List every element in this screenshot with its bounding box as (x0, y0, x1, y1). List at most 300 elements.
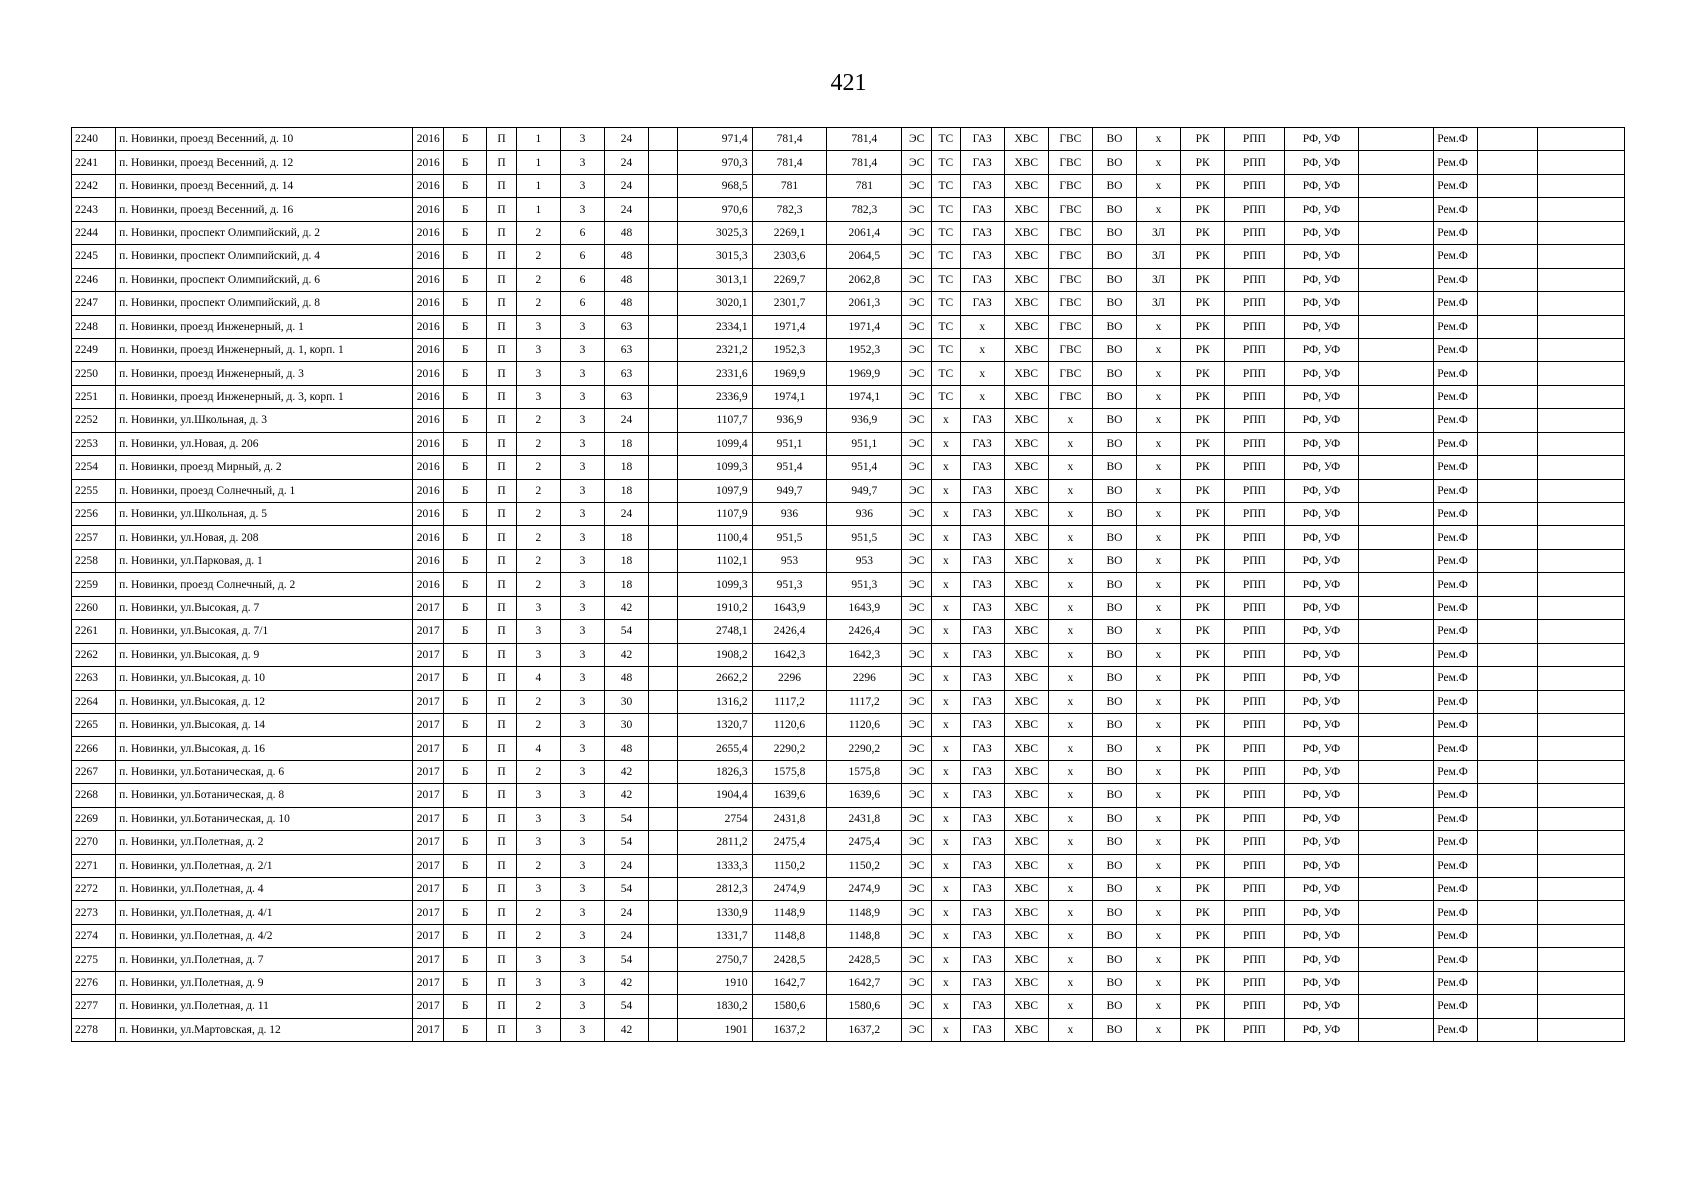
cell-address: п. Новинки, проспект Олимпийский, д. 8 (116, 292, 413, 315)
table-row (72, 713, 1625, 736)
cell-hot-water: ГВС (1048, 268, 1092, 291)
cell-blank-2 (1359, 292, 1434, 315)
table-row (72, 807, 1625, 830)
cell-row-number: 2249 (72, 338, 116, 361)
cell-sewage: ВО (1092, 479, 1136, 502)
cell-blank-2 (1359, 784, 1434, 807)
cell-total-area: 1320,7 (677, 713, 752, 736)
cell-entrances: 2 (516, 268, 560, 291)
cell-blank-4 (1537, 878, 1624, 901)
cell-year: 2017 (413, 807, 444, 830)
cell-residential-area: 2296 (827, 667, 902, 690)
cell-address: п. Новинки, проезд Солнечный, д. 1 (116, 479, 413, 502)
cell-blank-3 (1478, 432, 1537, 455)
cell-gas: ГАЗ (960, 620, 1004, 643)
cell-blank-1 (649, 1018, 678, 1041)
cell-wall-material: Б (444, 409, 487, 432)
cell-living-area: 1637,2 (752, 1018, 827, 1041)
cell-blank-4 (1537, 526, 1624, 549)
cell-cold-water: ХВС (1004, 174, 1048, 197)
cell-type: П (487, 784, 517, 807)
cell-hot-water: х (1048, 901, 1092, 924)
cell-apartments: 48 (605, 221, 649, 244)
cell-sewage: ВО (1092, 878, 1136, 901)
cell-apartments: 54 (605, 948, 649, 971)
cell-facade: РФ, УФ (1284, 268, 1359, 291)
cell-address: п. Новинки, ул.Полетная, д. 4/1 (116, 901, 413, 924)
table-row (72, 901, 1625, 924)
cell-apartments: 54 (605, 878, 649, 901)
cell-year: 2017 (413, 596, 444, 619)
cell-row-number: 2257 (72, 526, 116, 549)
cell-total-area: 2331,6 (677, 362, 752, 385)
cell-power: ЭС (902, 479, 932, 502)
cell-total-area: 1100,4 (677, 526, 752, 549)
cell-entrances: 1 (516, 198, 560, 221)
cell-residential-area: 1639,6 (827, 784, 902, 807)
cell-blank-1 (649, 737, 678, 760)
cell-blank-2 (1359, 924, 1434, 947)
cell-sewage: ВО (1092, 667, 1136, 690)
cell-wall-material: Б (444, 174, 487, 197)
cell-living-area: 1117,2 (752, 690, 827, 713)
table-row (72, 221, 1625, 244)
cell-blank-4 (1537, 854, 1624, 877)
cell-type: П (487, 667, 517, 690)
cell-basement: РПП (1225, 971, 1284, 994)
cell-chute: х (1136, 948, 1180, 971)
cell-blank-3 (1478, 713, 1537, 736)
cell-roof: РК (1181, 432, 1225, 455)
cell-sewage: ВО (1092, 690, 1136, 713)
cell-type: П (487, 901, 517, 924)
cell-total-area: 2754 (677, 807, 752, 830)
cell-heating: ТС (931, 385, 960, 408)
cell-entrances: 2 (516, 690, 560, 713)
cell-sewage: ВО (1092, 268, 1136, 291)
cell-heating: ТС (931, 221, 960, 244)
registry-table-body (72, 128, 1625, 1042)
cell-basement: РПП (1225, 456, 1284, 479)
cell-type: П (487, 549, 517, 572)
cell-living-area: 1575,8 (752, 760, 827, 783)
cell-address: п. Новинки, ул.Полетная, д. 11 (116, 995, 413, 1018)
cell-fund: Рем.Ф (1434, 737, 1478, 760)
cell-row-number: 2273 (72, 901, 116, 924)
cell-facade: РФ, УФ (1284, 1018, 1359, 1041)
cell-type: П (487, 924, 517, 947)
cell-year: 2017 (413, 713, 444, 736)
cell-power: ЭС (902, 549, 932, 572)
cell-row-number: 2245 (72, 245, 116, 268)
cell-heating: ТС (931, 174, 960, 197)
cell-heating: х (931, 901, 960, 924)
cell-blank-1 (649, 995, 678, 1018)
cell-sewage: ВО (1092, 784, 1136, 807)
cell-apartments: 48 (605, 268, 649, 291)
cell-residential-area: 1148,8 (827, 924, 902, 947)
cell-floors: 3 (560, 432, 604, 455)
cell-floors: 6 (560, 268, 604, 291)
cell-year: 2016 (413, 245, 444, 268)
cell-hot-water: ГВС (1048, 315, 1092, 338)
cell-wall-material: Б (444, 573, 487, 596)
cell-hot-water: ГВС (1048, 174, 1092, 197)
cell-chute: х (1136, 737, 1180, 760)
cell-blank-4 (1537, 362, 1624, 385)
cell-blank-4 (1537, 268, 1624, 291)
cell-cold-water: ХВС (1004, 713, 1048, 736)
cell-address: п. Новинки, ул.Полетная, д. 7 (116, 948, 413, 971)
cell-total-area: 1099,3 (677, 573, 752, 596)
table-row (72, 409, 1625, 432)
cell-blank-1 (649, 573, 678, 596)
cell-address: п. Новинки, ул.Полетная, д. 2/1 (116, 854, 413, 877)
cell-facade: РФ, УФ (1284, 432, 1359, 455)
cell-floors: 3 (560, 667, 604, 690)
cell-roof: РК (1181, 479, 1225, 502)
cell-roof: РК (1181, 456, 1225, 479)
cell-entrances: 1 (516, 151, 560, 174)
cell-blank-3 (1478, 174, 1537, 197)
cell-chute: х (1136, 432, 1180, 455)
cell-residential-area: 781,4 (827, 151, 902, 174)
cell-sewage: ВО (1092, 713, 1136, 736)
cell-power: ЭС (902, 385, 932, 408)
cell-type: П (487, 338, 517, 361)
cell-blank-1 (649, 151, 678, 174)
cell-heating: х (931, 573, 960, 596)
cell-year: 2016 (413, 456, 444, 479)
cell-hot-water: х (1048, 573, 1092, 596)
cell-wall-material: Б (444, 690, 487, 713)
cell-hot-water: х (1048, 643, 1092, 666)
cell-fund: Рем.Ф (1434, 128, 1478, 151)
cell-cold-water: ХВС (1004, 948, 1048, 971)
cell-floors: 3 (560, 784, 604, 807)
cell-facade: РФ, УФ (1284, 549, 1359, 572)
cell-heating: ТС (931, 128, 960, 151)
table-row (72, 151, 1625, 174)
cell-residential-area: 1971,4 (827, 315, 902, 338)
cell-entrances: 3 (516, 643, 560, 666)
cell-fund: Рем.Ф (1434, 362, 1478, 385)
cell-chute: х (1136, 760, 1180, 783)
cell-blank-3 (1478, 409, 1537, 432)
cell-type: П (487, 292, 517, 315)
cell-type: П (487, 315, 517, 338)
cell-year: 2016 (413, 151, 444, 174)
cell-year: 2017 (413, 878, 444, 901)
cell-facade: РФ, УФ (1284, 737, 1359, 760)
cell-blank-3 (1478, 924, 1537, 947)
cell-type: П (487, 760, 517, 783)
cell-blank-3 (1478, 549, 1537, 572)
cell-row-number: 2264 (72, 690, 116, 713)
cell-wall-material: Б (444, 596, 487, 619)
cell-wall-material: Б (444, 128, 487, 151)
cell-cold-water: ХВС (1004, 268, 1048, 291)
cell-blank-4 (1537, 292, 1624, 315)
cell-power: ЭС (902, 995, 932, 1018)
cell-heating: х (931, 760, 960, 783)
cell-row-number: 2258 (72, 549, 116, 572)
cell-gas: ГАЗ (960, 737, 1004, 760)
cell-basement: РПП (1225, 901, 1284, 924)
cell-hot-water: х (1048, 807, 1092, 830)
cell-address: п. Новинки, ул.Высокая, д. 9 (116, 643, 413, 666)
cell-row-number: 2271 (72, 854, 116, 877)
cell-blank-1 (649, 854, 678, 877)
cell-power: ЭС (902, 737, 932, 760)
cell-year: 2017 (413, 924, 444, 947)
cell-address: п. Новинки, проезд Солнечный, д. 2 (116, 573, 413, 596)
cell-roof: РК (1181, 924, 1225, 947)
cell-residential-area: 781,4 (827, 128, 902, 151)
cell-address: п. Новинки, проспект Олимпийский, д. 6 (116, 268, 413, 291)
cell-heating: х (931, 503, 960, 526)
cell-address: п. Новинки, проезд Весенний, д. 16 (116, 198, 413, 221)
cell-total-area: 2336,9 (677, 385, 752, 408)
cell-floors: 3 (560, 174, 604, 197)
cell-blank-3 (1478, 878, 1537, 901)
cell-chute: х (1136, 128, 1180, 151)
cell-basement: РПП (1225, 198, 1284, 221)
cell-year: 2016 (413, 409, 444, 432)
cell-year: 2016 (413, 315, 444, 338)
cell-roof: РК (1181, 596, 1225, 619)
cell-blank-1 (649, 620, 678, 643)
cell-blank-3 (1478, 971, 1537, 994)
cell-power: ЭС (902, 128, 932, 151)
cell-entrances: 2 (516, 573, 560, 596)
cell-gas: ГАЗ (960, 901, 1004, 924)
cell-roof: РК (1181, 971, 1225, 994)
cell-cold-water: ХВС (1004, 526, 1048, 549)
cell-year: 2017 (413, 1018, 444, 1041)
cell-total-area: 1102,1 (677, 549, 752, 572)
cell-gas: х (960, 315, 1004, 338)
cell-sewage: ВО (1092, 596, 1136, 619)
cell-gas: ГАЗ (960, 667, 1004, 690)
cell-hot-water: х (1048, 479, 1092, 502)
cell-heating: х (931, 667, 960, 690)
cell-entrances: 2 (516, 713, 560, 736)
cell-power: ЭС (902, 831, 932, 854)
cell-wall-material: Б (444, 151, 487, 174)
cell-floors: 3 (560, 385, 604, 408)
cell-living-area: 2301,7 (752, 292, 827, 315)
cell-power: ЭС (902, 901, 932, 924)
cell-gas: ГАЗ (960, 784, 1004, 807)
cell-power: ЭС (902, 526, 932, 549)
cell-residential-area: 782,3 (827, 198, 902, 221)
cell-total-area: 2655,4 (677, 737, 752, 760)
cell-blank-2 (1359, 596, 1434, 619)
cell-cold-water: ХВС (1004, 667, 1048, 690)
cell-basement: РПП (1225, 643, 1284, 666)
cell-type: П (487, 854, 517, 877)
cell-basement: РПП (1225, 667, 1284, 690)
cell-residential-area: 2290,2 (827, 737, 902, 760)
cell-type: П (487, 151, 517, 174)
cell-row-number: 2262 (72, 643, 116, 666)
cell-residential-area: 1148,9 (827, 901, 902, 924)
cell-wall-material: Б (444, 268, 487, 291)
cell-living-area: 953 (752, 549, 827, 572)
cell-roof: РК (1181, 151, 1225, 174)
cell-living-area: 951,3 (752, 573, 827, 596)
cell-blank-4 (1537, 924, 1624, 947)
table-row (72, 549, 1625, 572)
cell-heating: х (931, 526, 960, 549)
cell-gas: х (960, 338, 1004, 361)
cell-address: п. Новинки, проезд Инженерный, д. 1 (116, 315, 413, 338)
cell-hot-water: ГВС (1048, 151, 1092, 174)
cell-sewage: ВО (1092, 760, 1136, 783)
cell-gas: ГАЗ (960, 198, 1004, 221)
cell-row-number: 2242 (72, 174, 116, 197)
cell-facade: РФ, УФ (1284, 245, 1359, 268)
cell-facade: РФ, УФ (1284, 526, 1359, 549)
cell-fund: Рем.Ф (1434, 690, 1478, 713)
cell-apartments: 18 (605, 456, 649, 479)
cell-wall-material: Б (444, 456, 487, 479)
table-row (72, 924, 1625, 947)
cell-year: 2016 (413, 526, 444, 549)
cell-address: п. Новинки, ул.Высокая, д. 12 (116, 690, 413, 713)
cell-fund: Рем.Ф (1434, 503, 1478, 526)
cell-year: 2016 (413, 432, 444, 455)
table-row (72, 456, 1625, 479)
cell-apartments: 42 (605, 760, 649, 783)
cell-sewage: ВО (1092, 174, 1136, 197)
cell-blank-2 (1359, 151, 1434, 174)
cell-basement: РПП (1225, 128, 1284, 151)
cell-total-area: 3025,3 (677, 221, 752, 244)
cell-facade: РФ, УФ (1284, 878, 1359, 901)
cell-wall-material: Б (444, 245, 487, 268)
cell-entrances: 4 (516, 737, 560, 760)
cell-power: ЭС (902, 924, 932, 947)
cell-type: П (487, 971, 517, 994)
cell-residential-area: 2061,4 (827, 221, 902, 244)
cell-apartments: 24 (605, 128, 649, 151)
cell-hot-water: х (1048, 549, 1092, 572)
cell-power: ЭС (902, 690, 932, 713)
cell-blank-3 (1478, 338, 1537, 361)
cell-cold-water: ХВС (1004, 456, 1048, 479)
cell-blank-3 (1478, 690, 1537, 713)
cell-cold-water: ХВС (1004, 971, 1048, 994)
cell-wall-material: Б (444, 385, 487, 408)
cell-living-area: 1639,6 (752, 784, 827, 807)
cell-blank-2 (1359, 760, 1434, 783)
cell-entrances: 1 (516, 128, 560, 151)
cell-gas: ГАЗ (960, 643, 1004, 666)
cell-facade: РФ, УФ (1284, 831, 1359, 854)
cell-power: ЭС (902, 1018, 932, 1041)
cell-basement: РПП (1225, 338, 1284, 361)
cell-entrances: 2 (516, 901, 560, 924)
cell-chute: х (1136, 151, 1180, 174)
cell-heating: х (931, 1018, 960, 1041)
cell-gas: ГАЗ (960, 479, 1004, 502)
cell-floors: 3 (560, 198, 604, 221)
cell-cold-water: ХВС (1004, 549, 1048, 572)
cell-blank-2 (1359, 878, 1434, 901)
cell-blank-3 (1478, 784, 1537, 807)
cell-apartments: 42 (605, 971, 649, 994)
cell-apartments: 63 (605, 338, 649, 361)
cell-living-area: 2426,4 (752, 620, 827, 643)
page-number: 421 (830, 70, 867, 96)
cell-living-area: 1642,7 (752, 971, 827, 994)
cell-year: 2017 (413, 784, 444, 807)
cell-roof: РК (1181, 315, 1225, 338)
cell-address: п. Новинки, проспект Олимпийский, д. 2 (116, 221, 413, 244)
cell-sewage: ВО (1092, 245, 1136, 268)
cell-total-area: 3020,1 (677, 292, 752, 315)
cell-apartments: 24 (605, 503, 649, 526)
cell-gas: ГАЗ (960, 573, 1004, 596)
cell-sewage: ВО (1092, 831, 1136, 854)
cell-floors: 3 (560, 456, 604, 479)
cell-residential-area: 1642,7 (827, 971, 902, 994)
cell-blank-4 (1537, 432, 1624, 455)
cell-living-area: 1148,8 (752, 924, 827, 947)
cell-basement: РПП (1225, 503, 1284, 526)
cell-apartments: 48 (605, 737, 649, 760)
cell-residential-area: 2428,5 (827, 948, 902, 971)
cell-basement: РПП (1225, 432, 1284, 455)
cell-hot-water: х (1048, 760, 1092, 783)
cell-living-area: 936 (752, 503, 827, 526)
cell-address: п. Новинки, проезд Мирный, д. 2 (116, 456, 413, 479)
cell-living-area: 1952,3 (752, 338, 827, 361)
cell-wall-material: Б (444, 643, 487, 666)
cell-hot-water: х (1048, 690, 1092, 713)
cell-power: ЭС (902, 198, 932, 221)
cell-floors: 3 (560, 1018, 604, 1041)
cell-address: п. Новинки, ул.Ботаническая, д. 10 (116, 807, 413, 830)
cell-wall-material: Б (444, 198, 487, 221)
cell-residential-area: 2474,9 (827, 878, 902, 901)
cell-type: П (487, 198, 517, 221)
cell-row-number: 2270 (72, 831, 116, 854)
table-row (72, 315, 1625, 338)
cell-chute: х (1136, 596, 1180, 619)
cell-roof: РК (1181, 760, 1225, 783)
cell-basement: РПП (1225, 245, 1284, 268)
cell-residential-area: 2431,8 (827, 807, 902, 830)
cell-blank-3 (1478, 221, 1537, 244)
table-row (72, 596, 1625, 619)
cell-floors: 3 (560, 338, 604, 361)
cell-power: ЭС (902, 620, 932, 643)
cell-year: 2016 (413, 479, 444, 502)
cell-blank-1 (649, 549, 678, 572)
cell-heating: ТС (931, 315, 960, 338)
cell-gas: ГАЗ (960, 151, 1004, 174)
cell-entrances: 3 (516, 807, 560, 830)
cell-residential-area: 1150,2 (827, 854, 902, 877)
cell-power: ЭС (902, 268, 932, 291)
cell-entrances: 1 (516, 174, 560, 197)
cell-blank-1 (649, 760, 678, 783)
cell-living-area: 2296 (752, 667, 827, 690)
cell-facade: РФ, УФ (1284, 713, 1359, 736)
